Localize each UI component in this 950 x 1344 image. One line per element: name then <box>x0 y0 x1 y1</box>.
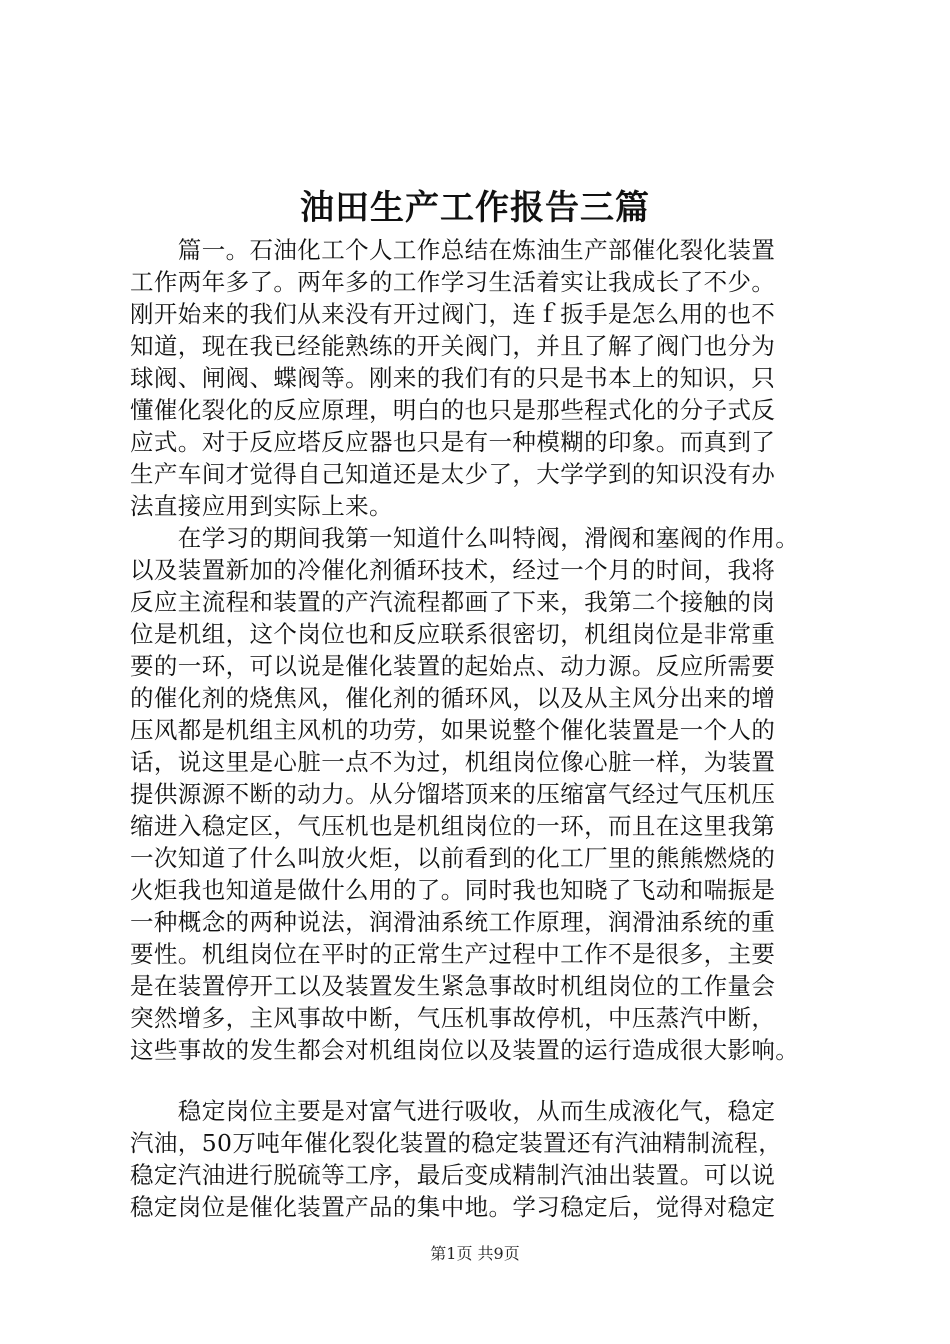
body-line: 知道，现在我已经能熟练的开关阀门，并且了解了阀门也分为 <box>130 332 776 360</box>
body-line: 稳定岗位主要是对富气进行吸收，从而生成液化气，稳定 <box>130 1097 776 1125</box>
body-line: 在学习的期间我第一知道什么叫特阀，滑阀和塞阀的作用。 <box>130 524 800 552</box>
body-line: 稳定汽油进行脱硫等工序，最后变成精制汽油出装置。可以说 <box>130 1161 776 1189</box>
paragraph-gap <box>130 1066 830 1095</box>
body-line: 应式。对于反应塔反应器也只是有一种模糊的印象。而真到了 <box>130 428 776 456</box>
body-line: 的催化剂的烧焦风，催化剂的循环风，以及从主风分出来的增 <box>130 684 776 712</box>
document-title: 油田生产工作报告三篇 <box>300 188 650 228</box>
document-body <box>130 234 830 1223</box>
body-line: 反应主流程和装置的产汽流程都画了下来，我第二个接触的岗 <box>130 588 776 616</box>
body-line: 球阀、闸阀、蝶阀等。刚来的我们有的只是书本上的知识，只 <box>130 364 776 392</box>
body-line: 懂催化裂化的反应原理，明白的也只是那些程式化的分子式反 <box>130 396 776 424</box>
body-line: 一次知道了什么叫放火炬，以前看到的化工厂里的熊熊燃烧的 <box>130 844 776 872</box>
body-line: 火炬我也知道是做什么用的了。同时我也知晓了飞动和喘振是 <box>130 876 776 904</box>
body-line: 工作两年多了。两年多的工作学习生活着实让我成长了不少。 <box>130 268 776 296</box>
body-line: 缩进入稳定区，气压机也是机组岗位的一环，而且在这里我第 <box>130 812 776 840</box>
body-line: 要性。机组岗位在平时的正常生产过程中工作不是很多，主要 <box>130 940 776 968</box>
body-line: 刚开始来的我们从来没有开过阀门，连ｆ扳手是怎么用的也不 <box>130 300 776 328</box>
body-line: 生产车间才觉得自己知道还是太少了，大学学到的知识没有办 <box>130 460 776 488</box>
body-line: 稳定岗位是催化装置产品的集中地。学习稳定后，觉得对稳定 <box>130 1193 776 1221</box>
body-line: 汽油，50万吨年催化裂化装置的稳定装置还有汽油精制流程， <box>130 1129 783 1157</box>
body-line: 压风都是机组主风机的功劳，如果说整个催化装置是一个人的 <box>130 716 776 744</box>
body-line: 位是机组，这个岗位也和反应联系很密切，机组岗位是非常重 <box>130 620 776 648</box>
body-line: 提供源源不断的动力。从分馏塔顶来的压缩富气经过气压机压 <box>130 780 776 808</box>
body-line: 篇一。石油化工个人工作总结在炼油生产部催化裂化装置 <box>130 236 776 264</box>
body-line: 话，说这里是心脏一点不为过，机组岗位像心脏一样，为装置 <box>130 748 776 776</box>
body-line: 一种概念的两种说法，润滑油系统工作原理，润滑油系统的重 <box>130 908 776 936</box>
body-line: 以及装置新加的冷催化剂循环技术，经过一个月的时间，我将 <box>130 556 776 584</box>
body-line: 这些事故的发生都会对机组岗位以及装置的运行造成很大影响。 <box>130 1036 800 1064</box>
body-line: 是在装置停开工以及装置发生紧急事故时机组岗位的工作量会 <box>130 972 776 1000</box>
page-footer: 第1页 共9页 <box>430 1244 520 1263</box>
body-line: 要的一环，可以说是催化装置的起始点、动力源。反应所需要 <box>130 652 776 680</box>
body-line: 突然增多，主风事故中断，气压机事故停机，中压蒸汽中断， <box>130 1004 776 1032</box>
body-line: 法直接应用到实际上来。 <box>130 492 393 520</box>
